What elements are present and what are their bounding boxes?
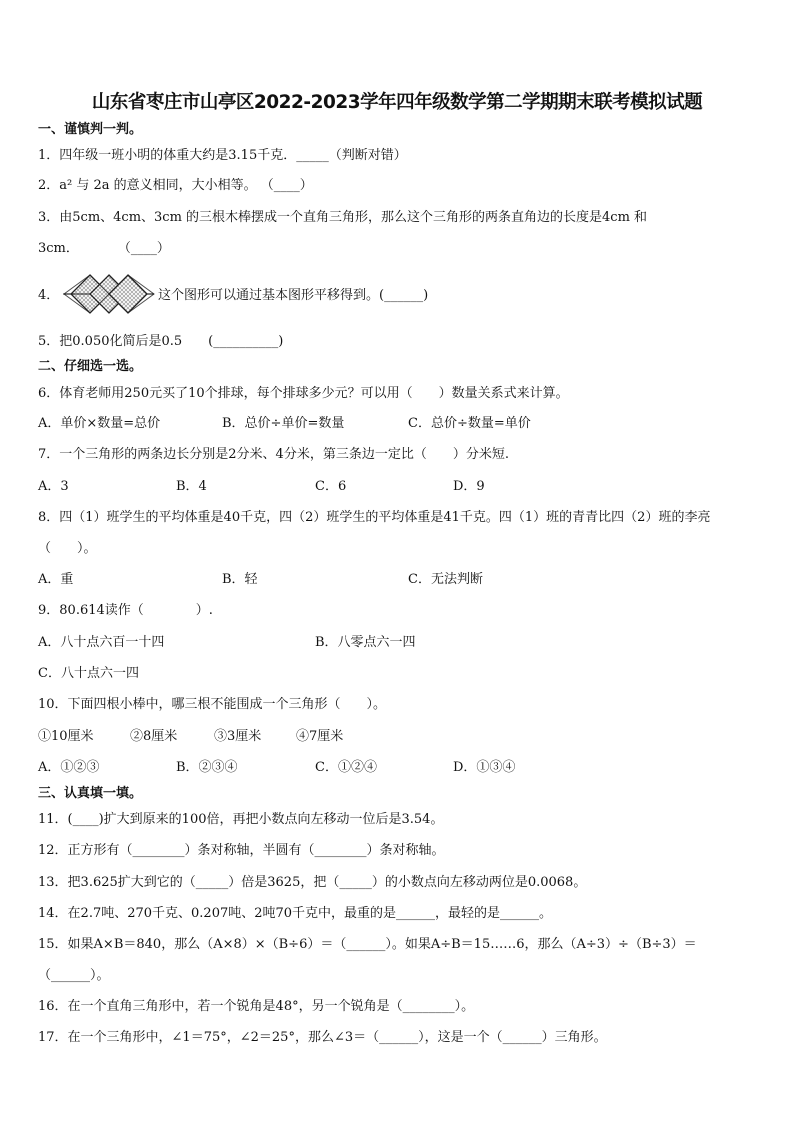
question-10: 10．下面四根小棒中，哪三根不能围成一个三角形（ ）。 [38, 697, 387, 712]
question-17: 17．在一个三角形中，∠1＝75°，∠2＝25°，那么∠3＝（______），这是一个（______）三角形。 [38, 1030, 607, 1045]
page-title: 山东省枣庄市山亭区2022-2023学年四年级数学第二学期期末联考模拟试题 [91, 92, 703, 113]
option-8b: B．轻 [222, 572, 258, 587]
question-3-line-1: 3．由5cm、4cm、3cm 的三根木棒摆成一个直角三角形，那么这个三角形的两条直角边的长度是4cm 和 [38, 210, 648, 225]
option-9a: A．八十点六百一十四 [38, 635, 165, 650]
section-heading-3: 三、认真填一填。 [38, 786, 143, 801]
option-9c: C．八十点六一四 [38, 666, 139, 681]
question-9: 9．80.614读作（ ）. [38, 603, 213, 618]
option-6c: C．总价÷数量=单价 [408, 416, 531, 431]
question-8-line-1: 8．四（1）班学生的平均体重是40千克，四（2）班学生的平均体重是41千克。四（1）班的青青比四（2）班的李亮 [38, 510, 711, 525]
option-8c: C．无法判断 [408, 572, 483, 587]
option-7b: B．4 [176, 479, 207, 494]
question-15-line-1: 15．如果A×B＝840，那么（A×8）×（B÷6）＝（______）。如果A÷B＝15……6，那么（A÷3）÷（B÷3）＝ [38, 937, 697, 952]
option-7a: A．3 [38, 479, 69, 494]
question-7: 7．一个三角形的两条边长分别是2分米、4分米，第三条边一定比（ ）分米短. [38, 447, 509, 462]
option-7c: C．6 [315, 479, 347, 494]
section-heading-1: 一、谨慎判一判。 [38, 122, 143, 137]
question-12: 12．正方形有（________）条对称轴，半圆有（________）条对称轴。 [38, 843, 445, 858]
question-2: 2．a² 与 2a 的意义相同，大小相等。 （____） [38, 178, 313, 193]
option-10b: B．②③④ [176, 760, 238, 775]
question-4-text: 这个图形可以通过基本图形平移得到。(______) [158, 288, 429, 303]
question-16: 16．在一个直角三角形中，若一个锐角是48°，另一个锐角是（________）。 [38, 999, 475, 1014]
section-heading-2: 二、仔细选一选。 [38, 359, 143, 374]
stick-1: ①10厘米 [38, 729, 94, 744]
overlapping-squares-icon [62, 274, 156, 314]
stick-2: ②8厘米 [130, 729, 178, 744]
question-1: 1．四年级一班小明的体重大约是3.15千克．_____（判断对错） [38, 148, 407, 163]
option-9b: B．八零点六一四 [315, 635, 416, 650]
option-10a: A．①②③ [38, 760, 100, 775]
option-8a: A．重 [38, 572, 74, 587]
question-13: 13．把3.625扩大到它的（_____）倍是3625，把（_____）的小数点向左移动两位是0.0068。 [38, 875, 587, 890]
option-10d: D．①③④ [453, 760, 516, 775]
question-15-line-2: （______）。 [38, 968, 110, 983]
option-10c: C．①②④ [315, 760, 377, 775]
stick-3: ③3厘米 [214, 729, 262, 744]
option-6a: A．单价×数量=总价 [38, 416, 161, 431]
stick-4: ④7厘米 [296, 729, 344, 744]
question-11: 11．(____)扩大到原来的100倍，再把小数点向左移动一位后是3.54。 [38, 812, 444, 827]
question-14: 14．在2.7吨、270千克、0.207吨、2吨70千克中，最重的是______，最轻的是______。 [38, 906, 553, 921]
question-6: 6．体育老师用250元买了10个排球，每个排球多少元？可以用（ ）数量关系式来计算。 [38, 386, 569, 401]
question-5: 5．把0.050化简后是0.5 (__________) [38, 334, 284, 349]
question-4-number: 4． [38, 288, 60, 303]
question-3-line-2: 3cm． （____） [38, 241, 170, 256]
option-7d: D．9 [453, 479, 485, 494]
question-8-line-2: （ ）。 [38, 541, 97, 556]
option-6b: B．总价÷单价=数量 [222, 416, 345, 431]
